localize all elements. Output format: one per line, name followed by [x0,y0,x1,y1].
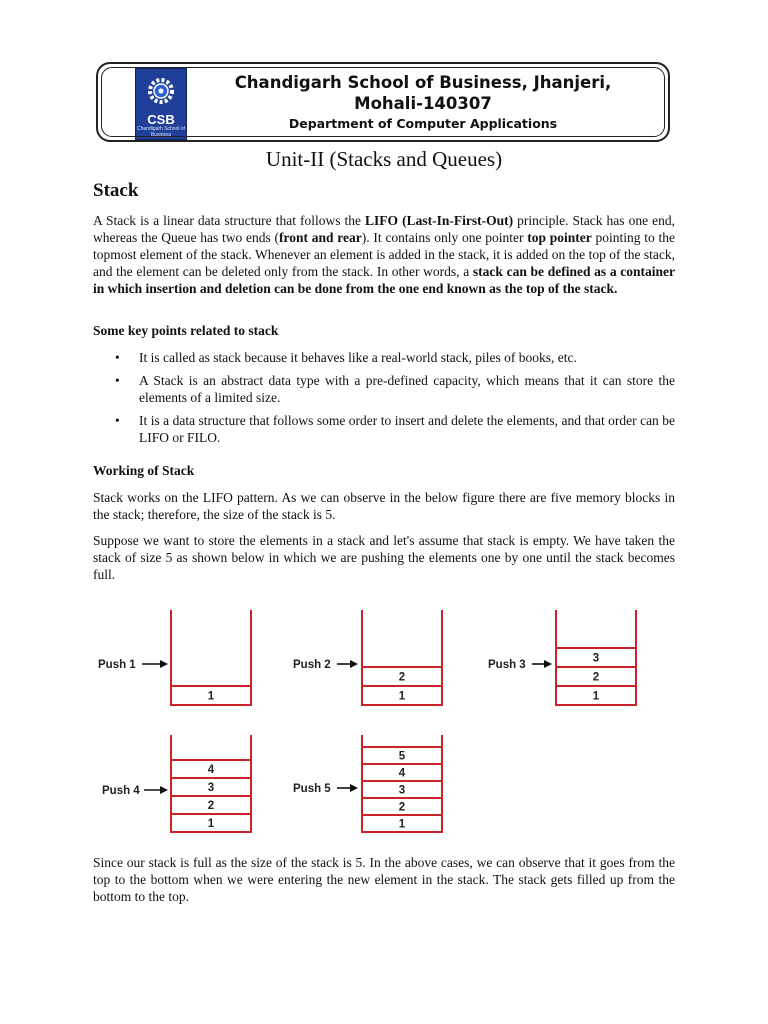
key-points-heading: Some key points related to stack [93,323,279,338]
intro-bold-definition: stack can be defined as a container in which insertion and deletion can be done from the one end known as the top of the stack. [93,264,675,296]
stack-cell-value: 1 [592,690,600,703]
stack-5 [293,735,442,832]
logo-subtext: Chandigarh School of Business [136,126,186,138]
intro-bold-front-rear: front and rear [279,230,362,245]
gear-icon [144,74,178,110]
intro-text-3: ). It contains only one pointer [361,230,528,245]
working-paragraph-1: Stack works on the LIFO pattern. As we can observe in the below figure there are five memory blocks in the stack; therefore, the size of the stack is 5. [93,490,675,522]
list-item: • A Stack is an abstract data type with a pre-defined capacity, which means that it can store the elements of a limited size. [93,372,675,406]
stack-1 [98,610,251,705]
intro-bold-lifo: LIFO (Last-In-First-Out) [365,213,514,228]
intro-text-2: principle. Stack has one end, whereas the Queue has two ends ( [93,213,675,245]
list-item: • It is a data structure that follows some order to insert and delete the elements, and that order can be LIFO or FILO. [93,412,675,446]
stack-cell-value: 2 [398,671,406,684]
stack-cell-value: 1 [398,690,406,703]
stack-cell-value: 4 [207,764,215,776]
push-label: Push 2 [293,659,331,671]
intro-paragraph [93,212,675,297]
stack-cell-value: 2 [592,671,600,684]
intro-bold-top-pointer: top pointer [527,230,592,245]
conclusion-paragraph: Since our stack is full as the size of the stack is 5. In the above cases, we can observe that it goes from the top to the bottom when we were entering the new element in the stack. The stack gets filled up from the bottom to the top. [93,855,675,904]
working-heading: Working of Stack [93,463,195,478]
stack-4 [102,735,251,832]
section-title: Stack [93,180,139,201]
header-box [96,62,670,142]
stack-3 [488,610,636,705]
stack-cell-value: 5 [398,750,406,763]
stack-cell-value: 3 [398,784,406,797]
stack-diagram-svg [0,600,768,845]
csb-logo [135,68,187,140]
push-label: Push 3 [488,659,526,671]
stack-cell-value: 2 [398,801,406,814]
unit-title: Unit-II (Stacks and Queues) [265,147,503,171]
key-points-list [93,349,675,452]
department-name: Department of Computer Applications [288,116,558,131]
push-arrow-head [350,660,358,668]
institution-line1: Chandigarh School of Business, Jhanjeri, [234,73,612,92]
working-paragraph-2: Suppose we want to store the elements in a stack and let's assume that stack is empty. We have taken the stack of size 5 as shown below in which we are pushing the elements one by one until the stack becomes full. [93,533,675,582]
stack-cell-value: 1 [398,818,406,831]
stack-cell-value: 2 [207,800,215,812]
push-label: Push 1 [98,659,136,671]
logo-text: CSB [147,112,175,127]
list-item: • It is called as stack because it behaves like a real-world stack, piles of books, etc. [93,349,675,366]
push-label: Push 5 [293,783,331,795]
stack-cell-value: 4 [398,767,406,780]
intro-text-4: pointing to the topmost element of the stack. Whenever an element is added in the stack, it is added on the top of the stack, and the element can be deleted only from the stack. In other words, a [93,230,676,279]
stack-cell-value: 1 [207,690,215,703]
stack-push-diagram [0,600,768,845]
push-label: Push 4 [102,785,140,797]
stack-cell-value: 3 [207,782,215,794]
intro-text-1: A Stack is a linear data structure that follows the [93,213,366,228]
push-arrow-head [160,786,168,794]
stack-2 [293,610,442,705]
institution-line2: Mohali-140307 [354,94,492,113]
push-arrow-head [544,660,552,668]
push-arrow-head [350,784,358,792]
stack-cell-value: 1 [207,818,215,830]
push-arrow-head [160,660,168,668]
stack-cell-value: 3 [592,652,600,665]
institution-name [203,72,643,114]
